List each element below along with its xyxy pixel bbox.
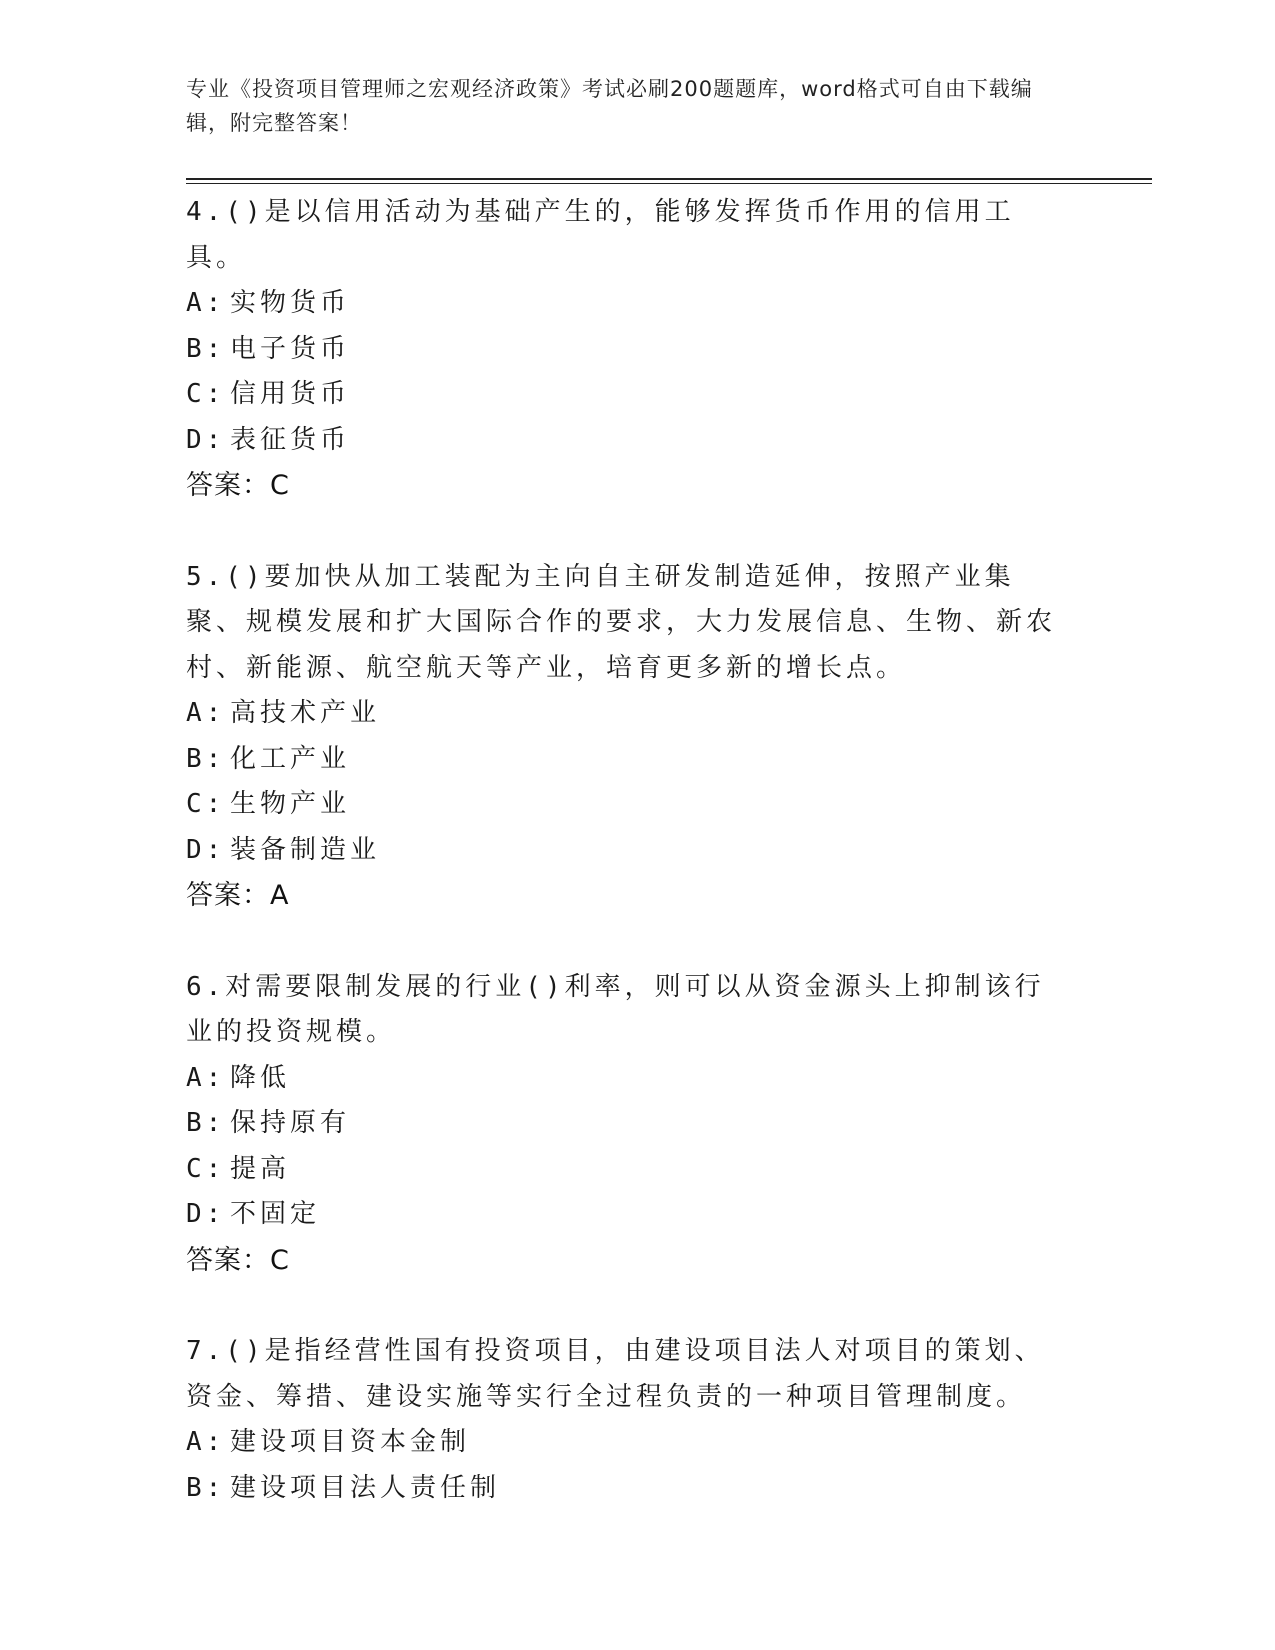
option-key: C: xyxy=(186,379,226,409)
option-text: 降低 xyxy=(230,1062,291,1093)
header-divider-thick xyxy=(186,178,1152,180)
question-stem: 6.对需要限制发展的行业()利率，则可以从资金源头上抑制该行业的投资规模。 xyxy=(186,971,1045,1047)
option-key: B: xyxy=(186,1472,226,1503)
option-text: 电子货币 xyxy=(230,333,351,364)
document-header: 专业《投资项目管理师之宏观经济政策》考试必刷200题题库，word格式可自由下载编辑，附完整答案！ xyxy=(186,77,1033,135)
option-a xyxy=(186,691,1066,737)
option-a xyxy=(186,1420,1066,1466)
answer-line: 答案：C xyxy=(186,470,290,501)
option-a xyxy=(186,281,1066,327)
option-key: C: xyxy=(186,789,226,819)
answer-line: 答案：A xyxy=(186,880,290,911)
option-c xyxy=(186,1147,1066,1193)
question-6 xyxy=(186,965,1066,1284)
option-b xyxy=(186,1101,1066,1147)
option-key: B: xyxy=(186,743,226,774)
option-key: C: xyxy=(186,1153,226,1184)
option-b xyxy=(186,327,1066,373)
option-key: A: xyxy=(186,288,226,318)
option-text: 建设项目资本金制 xyxy=(230,1427,471,1457)
option-d xyxy=(186,828,1066,874)
option-text: 不固定 xyxy=(230,1199,321,1229)
option-text: 装备制造业 xyxy=(230,834,381,865)
question-list xyxy=(186,190,1066,1557)
option-text: 化工产业 xyxy=(230,743,351,774)
answer-line: 答案：C xyxy=(186,1244,290,1276)
option-b xyxy=(186,1466,1066,1512)
option-a xyxy=(186,1056,1066,1102)
option-key: D: xyxy=(186,1199,226,1229)
question-7 xyxy=(186,1329,1066,1511)
option-key: A: xyxy=(186,698,226,728)
option-b xyxy=(186,737,1066,783)
option-text: 保持原有 xyxy=(230,1108,351,1138)
question-stem: 4.()是以信用活动为基础产生的，能够发挥货币作用的信用工具。 xyxy=(186,197,1015,273)
option-key: A: xyxy=(186,1427,226,1457)
question-4 xyxy=(186,190,1066,509)
header-divider-thin xyxy=(186,183,1152,184)
option-c xyxy=(186,372,1066,418)
option-c xyxy=(186,782,1066,828)
question-stem: 5.()要加快从加工装配为主向自主研发制造延伸，按照产业集聚、规模发展和扩大国际合作的要求，大力发展信息、生物、新农村、新能源、航空航天等产业，培育更多新的增长点。 xyxy=(186,561,1057,683)
option-d xyxy=(186,418,1066,464)
option-key: B: xyxy=(186,333,226,364)
option-text: 信用货币 xyxy=(230,379,351,409)
question-5 xyxy=(186,555,1066,919)
option-key: B: xyxy=(186,1108,226,1138)
question-stem: 7.()是指经营性国有投资项目，由建设项目法人对项目的策划、资金、筹措、建设实施等实行全过程负责的一种项目管理制度。 xyxy=(186,1336,1045,1412)
option-text: 提高 xyxy=(230,1153,291,1184)
option-text: 表征货币 xyxy=(230,424,351,455)
option-text: 高技术产业 xyxy=(230,698,381,728)
option-text: 生物产业 xyxy=(230,789,351,819)
option-d xyxy=(186,1192,1066,1238)
option-key: D: xyxy=(186,834,226,865)
option-key: A: xyxy=(186,1062,226,1093)
option-text: 建设项目法人责任制 xyxy=(230,1472,501,1503)
option-text: 实物货币 xyxy=(230,288,351,318)
option-key: D: xyxy=(186,424,226,455)
